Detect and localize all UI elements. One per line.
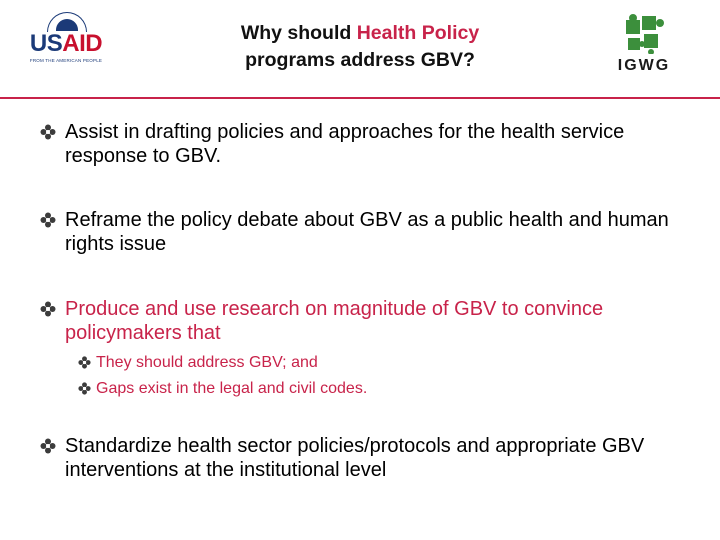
usaid-wordmark: USAID — [29, 30, 103, 57]
slide-title: Why should Health Policy programs address GBV? — [240, 22, 480, 71]
bullet-item: Produce and use research on magnitude of GBV to convince policymakers that — [40, 297, 680, 345]
diamond-bullet-icon — [78, 356, 91, 369]
igwg-logo — [604, 14, 684, 76]
usaid-logo — [26, 12, 106, 66]
usaid-seal-icon — [47, 12, 87, 32]
diamond-bullet-icon — [78, 382, 91, 395]
header-divider — [0, 97, 720, 99]
bullet-item: Assist in drafting policies and approaches for the health service response to GBV. — [40, 120, 680, 168]
usaid-tagline: FROM THE AMERICAN PEOPLE — [29, 58, 103, 63]
bullet-item: Reframe the policy debate about GBV as a public health and human rights issue — [40, 208, 680, 256]
diamond-bullet-icon — [40, 212, 56, 228]
puzzle-icon — [624, 14, 666, 54]
diamond-bullet-icon — [40, 438, 56, 454]
sub-bullet-item: Gaps exist in the legal and civil codes. — [78, 377, 678, 401]
diamond-bullet-icon — [40, 301, 56, 317]
bullet-item: Standardize health sector policies/protocols and appropriate GBV interventions at the institutional level — [40, 434, 680, 482]
diamond-bullet-icon — [40, 124, 56, 140]
igwg-wordmark: IGWG — [617, 57, 671, 74]
sub-bullet-item: They should address GBV; and — [78, 351, 678, 375]
